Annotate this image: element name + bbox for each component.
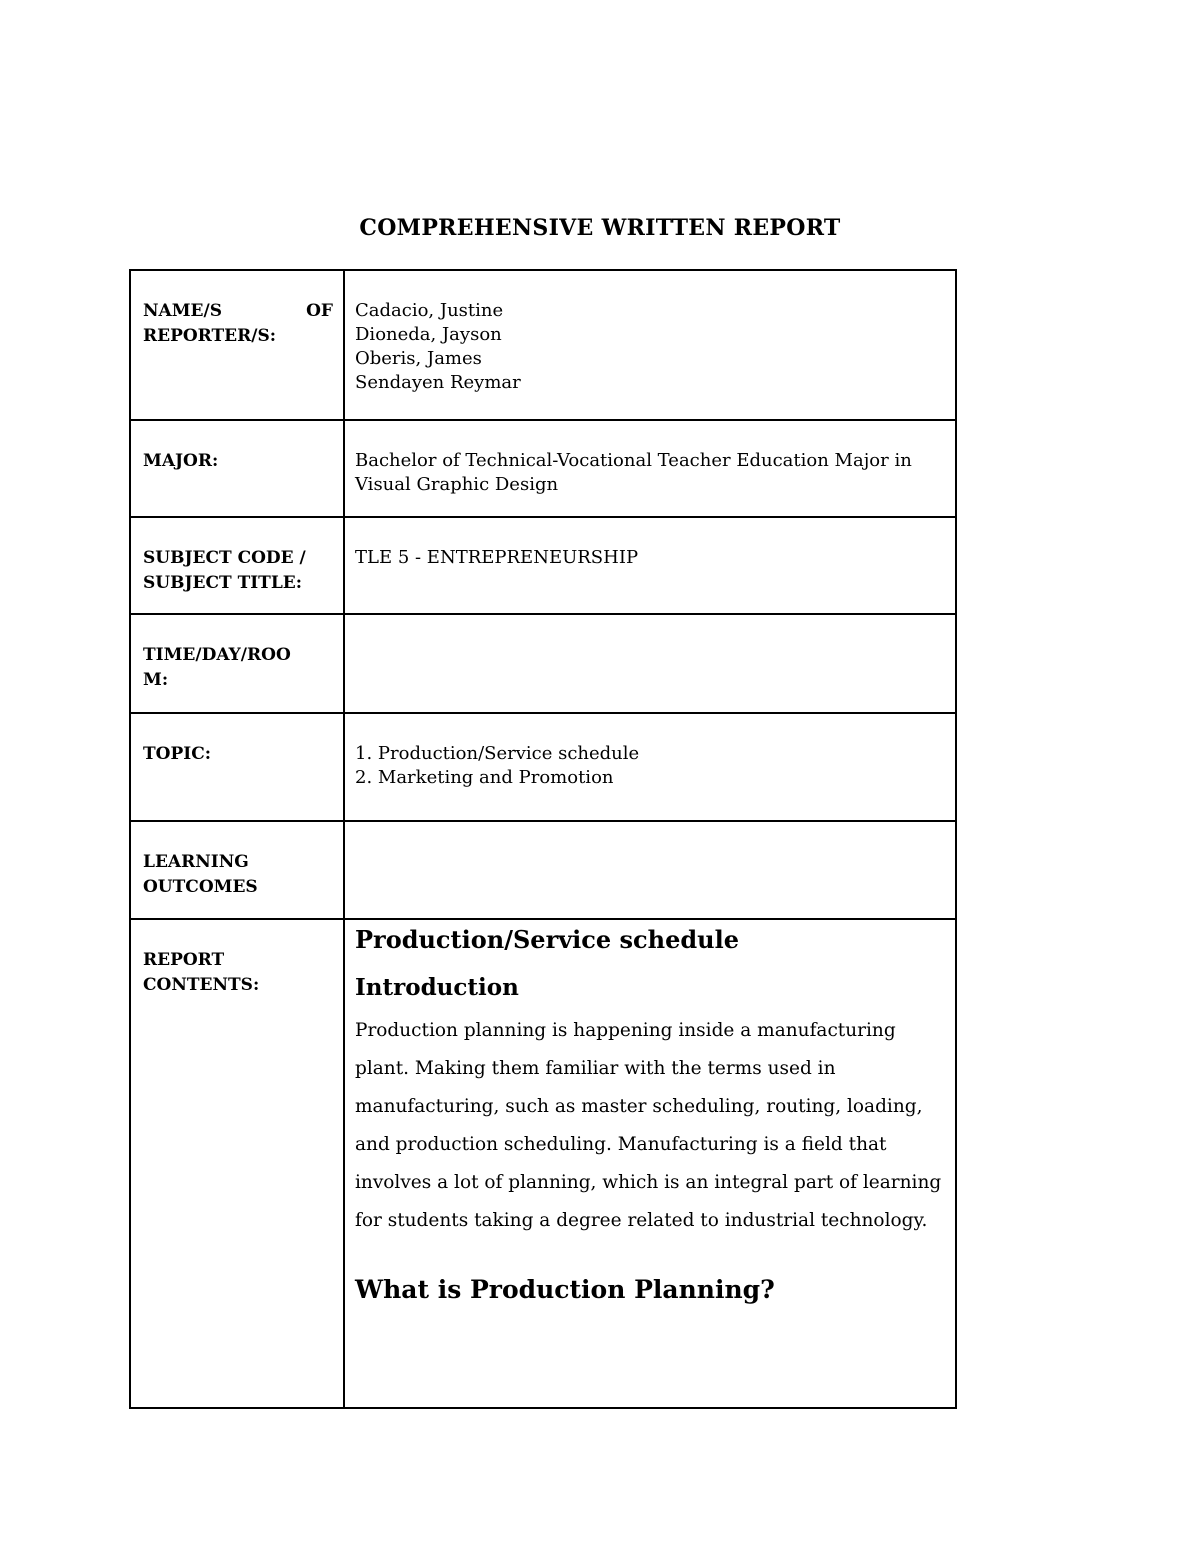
topic-item: 2. Marketing and Promotion bbox=[355, 767, 614, 788]
report-table bbox=[129, 269, 957, 1409]
document-title: COMPREHENSIVE WRITTEN REPORT bbox=[359, 215, 841, 241]
label-time-line2: M: bbox=[143, 670, 169, 690]
reporter-name: Oberis, James bbox=[355, 348, 482, 369]
label-subject-line1: SUBJECT CODE / bbox=[143, 548, 306, 568]
row-subject bbox=[130, 517, 956, 614]
reporter-name: Dioneda, Jayson bbox=[355, 324, 502, 345]
report-heading: Production/Service schedule bbox=[355, 925, 739, 954]
label-report-contents bbox=[130, 919, 344, 1408]
label-subject-line2: SUBJECT TITLE: bbox=[143, 573, 303, 593]
row-major bbox=[130, 420, 956, 517]
row-time-day-room bbox=[130, 614, 956, 713]
label-major: MAJOR: bbox=[130, 420, 344, 517]
reporter-name: Sendayen Reymar bbox=[355, 372, 521, 393]
label-report-line1: REPORT bbox=[143, 950, 225, 970]
value-reporters bbox=[344, 270, 956, 420]
row-topic bbox=[130, 713, 956, 821]
value-learning-outcomes bbox=[344, 821, 956, 919]
label-time-day-room bbox=[130, 614, 344, 713]
label-reporters bbox=[130, 270, 344, 420]
label-learning-line2: OUTCOMES bbox=[143, 877, 258, 897]
value-topic bbox=[344, 713, 956, 821]
label-subject bbox=[130, 517, 344, 614]
row-learning-outcomes bbox=[130, 821, 956, 919]
value-subject: TLE 5 - ENTREPRENEURSHIP bbox=[344, 517, 956, 614]
report-next-heading: What is Production Planning? bbox=[355, 1275, 775, 1304]
value-major: Bachelor of Technical-Vocational Teacher Education Major in Visual Graphic Design bbox=[344, 420, 956, 517]
label-topic: TOPIC: bbox=[130, 713, 344, 821]
label-time-line1: TIME/DAY/ROO bbox=[143, 645, 291, 665]
report-paragraph: Production planning is happening inside a manufacturing plant. Making them familiar with the terms used in manufacturing, such as master scheduling, routing, loading, and production scheduling. Manufacturing is a field that involves a lot of planning, which is an integral part of learning for students taking a degree related to industrial technology. bbox=[355, 1020, 942, 1231]
row-reporters bbox=[130, 270, 956, 420]
label-reporters-text: NAME/S OF REPORTER/S: bbox=[143, 301, 333, 346]
value-report-contents bbox=[344, 919, 956, 1408]
label-report-line2: CONTENTS: bbox=[143, 975, 260, 995]
label-learning-outcomes bbox=[130, 821, 344, 919]
reporter-name: Cadacio, Justine bbox=[355, 300, 504, 321]
row-report-contents bbox=[130, 919, 956, 1408]
value-time-day-room bbox=[344, 614, 956, 713]
label-learning-line1: LEARNING bbox=[143, 852, 249, 872]
topic-item: 1. Production/Service schedule bbox=[355, 743, 640, 764]
report-subheading: Introduction bbox=[355, 974, 519, 1001]
